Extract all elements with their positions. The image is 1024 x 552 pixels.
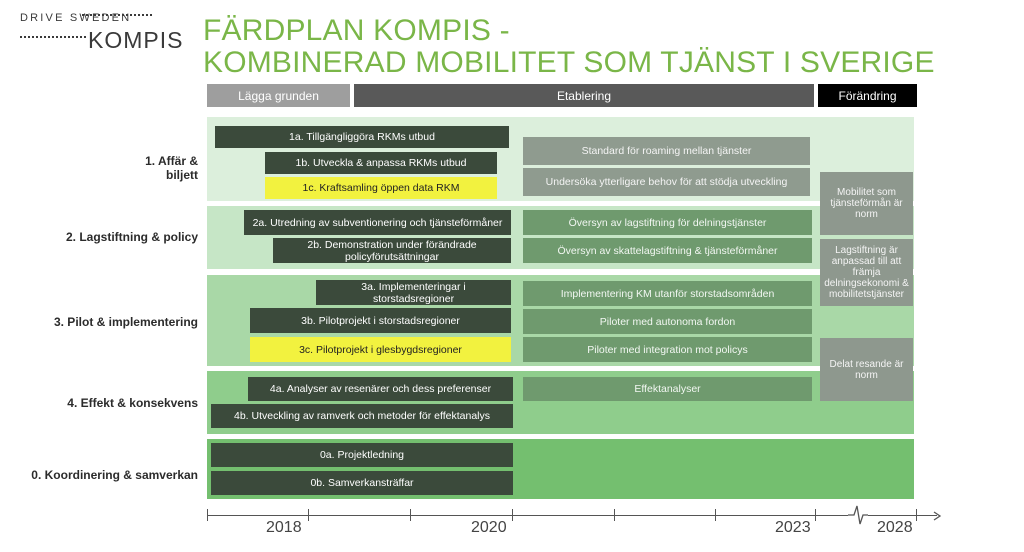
year-label-2028: 2028 <box>877 519 913 536</box>
axis-tick <box>815 509 816 521</box>
page-title-line1: FÄRDPLAN KOMPIS - <box>203 14 510 47</box>
row-label-koordinering: 0. Koordinering & samverkan <box>31 468 198 482</box>
task-0b: 0b. Samverkansträffar <box>211 471 513 495</box>
task-oversyn-delningstjanster: Översyn av lagstiftning för delningstjänster <box>523 210 812 235</box>
task-3b: 3b. Pilotprojekt i storstadsregioner <box>250 308 511 333</box>
task-piloter-integration: Piloter med integration mot policys <box>523 337 812 362</box>
outcome-lagstiftning-anpassad: Lagstiftning är anpassad till att främja delningsekonomi & mobilitetstjänster <box>820 239 913 306</box>
task-3c: 3c. Pilotprojekt i glesbygdsregioner <box>250 337 511 362</box>
task-1c: 1c. Kraftsamling öppen data RKM <box>265 177 497 199</box>
task-4a: 4a. Analyser av resenärer och dess preferenser <box>248 377 513 401</box>
year-label-2023: 2023 <box>775 519 811 536</box>
row-label-lagstiftning: 2. Lagstiftning & policy <box>65 230 198 244</box>
task-effektanalyser: Effektanalyser <box>523 377 812 401</box>
year-label-2018: 2018 <box>266 519 302 536</box>
outcome-mobilitet-tjansteforman: Mobilitet som tjänsteförmån är norm <box>820 172 913 235</box>
row-label-affar-line2: biljett <box>166 168 198 182</box>
page-title-line2: KOMBINERAD MOBILITET SOM TJÄNST I SVERIGE <box>203 46 935 79</box>
outcome-delat-resande: Delat resande är norm <box>820 338 913 401</box>
task-oversyn-skattelagstiftning: Översyn av skattelagstiftning & tjänsteförmåner <box>523 238 812 263</box>
task-0a: 0a. Projektledning <box>211 443 513 467</box>
axis-tick <box>410 509 411 521</box>
axis-tick <box>512 509 513 521</box>
axis-tick <box>715 509 716 521</box>
task-2b: 2b. Demonstration under förändrade policyförutsättningar <box>273 238 511 263</box>
row-label-pilot: 3. Pilot & implementering <box>53 315 198 329</box>
year-label-2020: 2020 <box>471 519 507 536</box>
axis-tick <box>207 509 208 521</box>
task-3a: 3a. Implementeringar i storstadsregioner <box>316 280 511 305</box>
phase-forandring: Förändring <box>818 84 917 107</box>
logo-dotted-line <box>82 14 152 24</box>
row-label-affar-line1: 1. Affär & <box>145 154 198 168</box>
task-undersoka-behov: Undersöka ytterligare behov för att stödja utveckling <box>523 168 810 196</box>
axis-tick <box>614 509 615 521</box>
row-label-effekt: 4. Effekt & konsekvens <box>67 396 198 410</box>
task-4b: 4b. Utveckling av ramverk och metoder för effektanalys <box>211 404 513 428</box>
logo-top-text: DRIVE SWEDEN <box>20 12 132 24</box>
axis-tick <box>308 509 309 521</box>
phase-etablering: Etablering <box>354 84 814 107</box>
axis-break-icon <box>846 503 870 527</box>
task-piloter-autonoma: Piloter med autonoma fordon <box>523 309 812 334</box>
task-1b: 1b. Utveckla & anpassa RKMs utbud <box>265 152 497 174</box>
logo-dotted-line-left <box>20 36 86 38</box>
task-implementering-km: Implementering KM utanför storstadsområden <box>523 281 812 306</box>
task-2a: 2a. Utredning av subventionering och tjänsteförmåner <box>244 210 511 235</box>
phase-lagga-grunden: Lägga grunden <box>207 84 350 107</box>
timeline-axis <box>207 515 937 516</box>
axis-arrow-icon <box>932 510 944 522</box>
axis-tick <box>916 509 917 521</box>
logo-bottom-text: KOMPIS <box>88 27 184 53</box>
drive-sweden-kompis-logo <box>20 12 184 56</box>
task-1a: 1a. Tillgängliggöra RKMs utbud <box>215 126 509 148</box>
task-standard-roaming: Standard för roaming mellan tjänster <box>523 137 810 165</box>
